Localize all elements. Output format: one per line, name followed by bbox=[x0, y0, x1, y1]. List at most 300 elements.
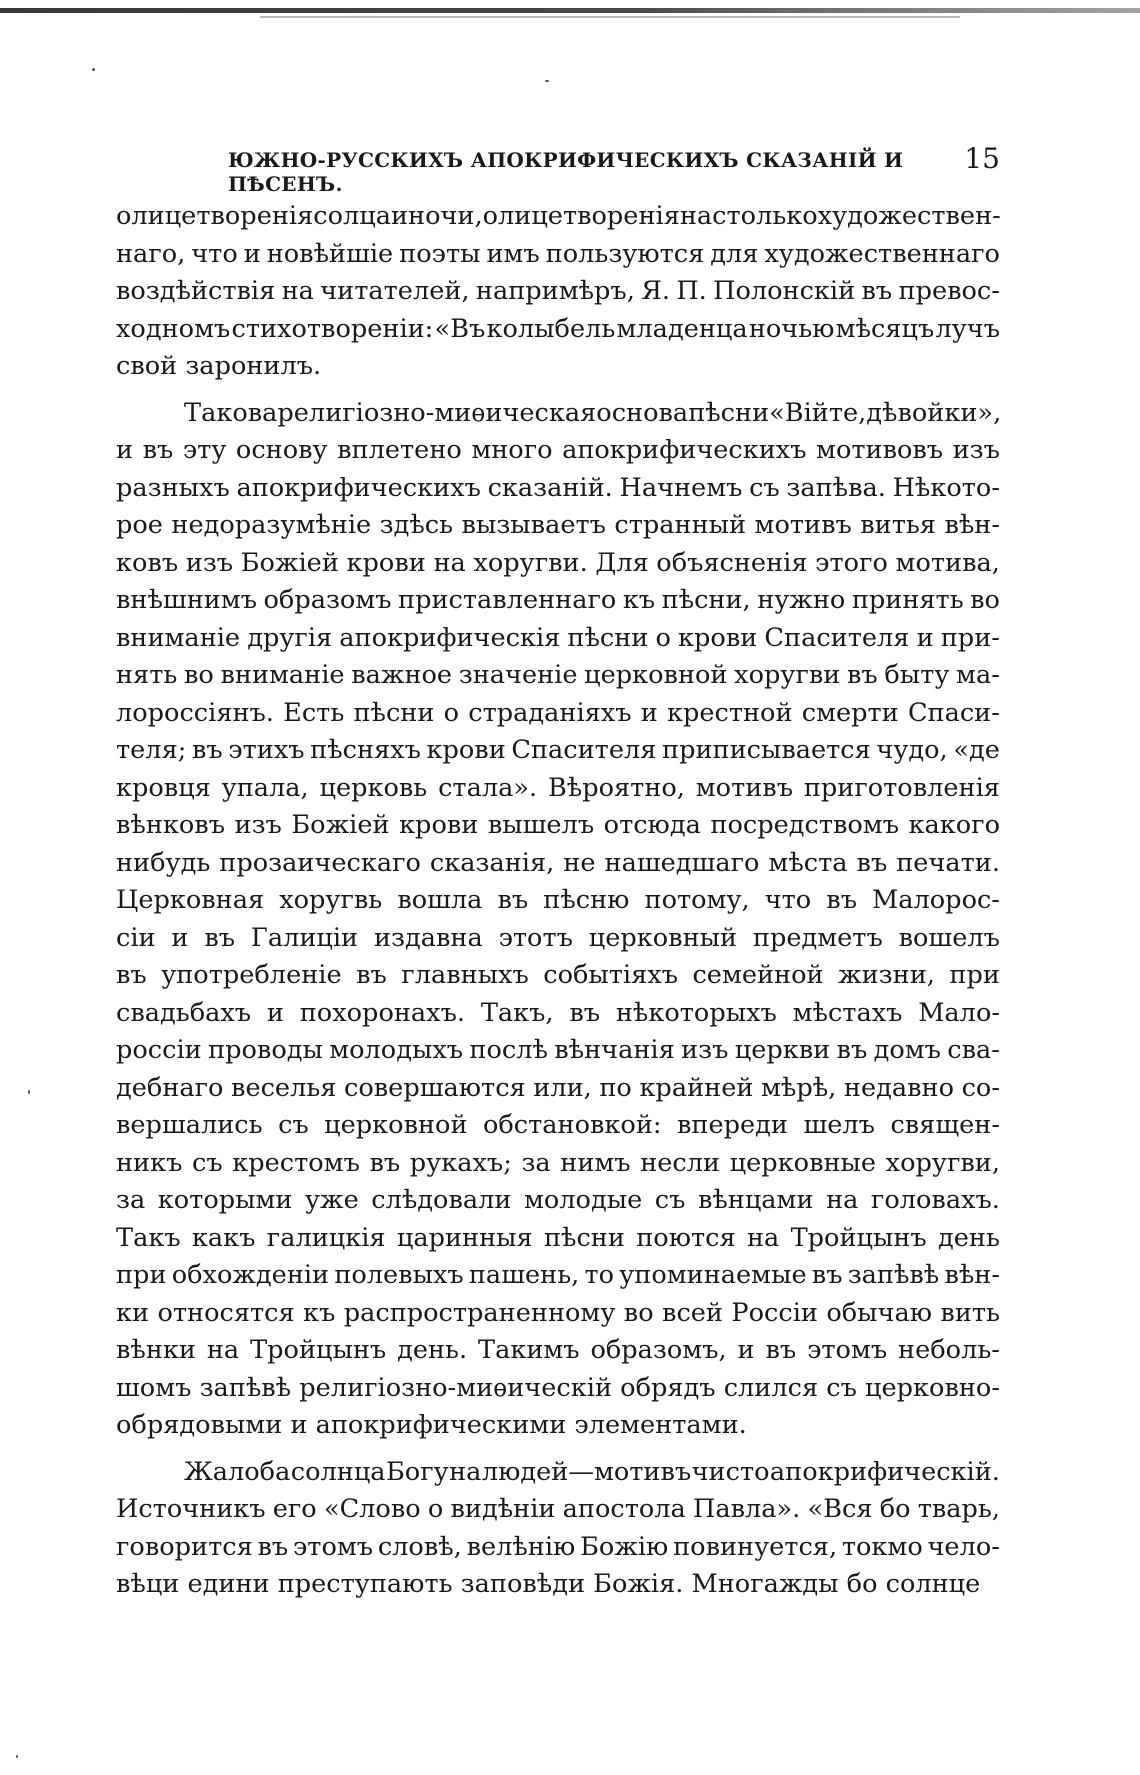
word: воздѣйствія bbox=[116, 276, 276, 306]
word: церкви bbox=[734, 1035, 831, 1065]
word: крайней bbox=[639, 1072, 754, 1103]
word: приписывается bbox=[662, 735, 871, 765]
word: къ bbox=[622, 585, 656, 615]
text-line bbox=[116, 620, 1000, 658]
word: стихотвореніи: bbox=[231, 313, 434, 344]
word: Такимъ bbox=[478, 1335, 580, 1365]
word: художественнаго bbox=[764, 238, 1000, 269]
word: упала, bbox=[221, 772, 309, 803]
word: Нѣкото- bbox=[892, 472, 1000, 503]
text-line bbox=[116, 545, 1000, 583]
word: съ bbox=[192, 1147, 223, 1178]
word: недавно bbox=[843, 1072, 954, 1103]
word: Такъ bbox=[116, 1222, 181, 1253]
word: какого bbox=[908, 810, 1000, 840]
word: сказаній. bbox=[487, 472, 613, 503]
word: запѣвѣ bbox=[847, 1260, 940, 1290]
word: художествен- bbox=[817, 201, 1001, 231]
word: за bbox=[521, 1147, 551, 1178]
word: мотива, bbox=[895, 547, 1000, 578]
word: Спасителя bbox=[764, 622, 910, 653]
word: въ bbox=[836, 1035, 868, 1065]
word: значеніе bbox=[458, 660, 578, 690]
word: россіи bbox=[116, 1035, 202, 1065]
word: въ bbox=[116, 960, 147, 990]
word: день. bbox=[397, 1335, 468, 1365]
word: П. bbox=[676, 276, 707, 306]
word: съ bbox=[749, 472, 780, 503]
word: относятся bbox=[157, 1297, 295, 1328]
word: домъ bbox=[873, 1035, 941, 1065]
word: эту bbox=[182, 435, 227, 465]
word: вѣн- bbox=[944, 510, 1000, 540]
word: за bbox=[116, 1185, 146, 1215]
word: странный bbox=[614, 510, 747, 540]
word: при bbox=[949, 960, 1000, 990]
text-line bbox=[116, 273, 1000, 311]
word: мотивъ bbox=[754, 510, 852, 540]
word: совершаются bbox=[344, 1072, 526, 1103]
word: приготовленія bbox=[803, 772, 1000, 803]
word: послѣ bbox=[469, 1035, 548, 1065]
text-line bbox=[116, 807, 1000, 845]
word: церковно- bbox=[865, 1372, 1000, 1403]
word: слѣдовали bbox=[371, 1185, 512, 1215]
word: въ bbox=[257, 1531, 289, 1562]
word: Тройцынъ bbox=[790, 1222, 927, 1253]
word: неболь- bbox=[898, 1335, 1000, 1365]
word: несли bbox=[640, 1147, 721, 1178]
word: этотъ bbox=[498, 922, 573, 953]
word: чисто bbox=[691, 1456, 770, 1487]
word: въ bbox=[856, 847, 888, 878]
word: на bbox=[281, 276, 314, 306]
word: въ bbox=[204, 922, 236, 953]
word: пѣсняхъ bbox=[310, 735, 421, 765]
word: апокрифическихъ bbox=[236, 472, 481, 503]
text-line: вѣци едини преступають заповѣди Божія. Многажды бо солнце bbox=[116, 1569, 981, 1599]
word: въ bbox=[142, 435, 174, 465]
word: разныхъ bbox=[116, 472, 230, 503]
word: Такова bbox=[184, 397, 278, 428]
word: этомъ bbox=[292, 1531, 374, 1562]
word: крестомъ bbox=[232, 1147, 360, 1178]
word: которыми bbox=[157, 1185, 293, 1215]
word: уже bbox=[304, 1185, 359, 1215]
word: изъ bbox=[185, 547, 234, 578]
word: напримѣръ, bbox=[475, 276, 635, 306]
word: недоразумѣніе bbox=[171, 510, 372, 540]
word: для bbox=[710, 238, 759, 269]
word: пѣсни bbox=[688, 397, 770, 428]
word: Я. bbox=[641, 276, 670, 306]
word: что bbox=[764, 885, 812, 915]
word: крови bbox=[426, 735, 506, 765]
word: о bbox=[655, 622, 671, 653]
word: поэты bbox=[399, 238, 481, 269]
text-line bbox=[116, 395, 1000, 433]
word: печати. bbox=[896, 847, 1000, 878]
word: пѣсни, bbox=[661, 585, 751, 615]
word: пѣсни bbox=[543, 1222, 625, 1253]
word: и bbox=[916, 622, 934, 653]
word: Есть bbox=[283, 697, 345, 728]
word: или, bbox=[533, 1072, 592, 1103]
text-line bbox=[116, 1257, 1000, 1295]
word: обычаю bbox=[826, 1297, 932, 1328]
word: запѣвѣ bbox=[199, 1372, 292, 1403]
word: важное bbox=[351, 660, 453, 690]
word: въ bbox=[765, 1335, 797, 1365]
word: лороссіянъ. bbox=[116, 697, 274, 728]
word: въ bbox=[861, 276, 893, 306]
word: стала». bbox=[438, 772, 538, 803]
word: колыбель bbox=[486, 313, 616, 344]
word: токмо bbox=[841, 1531, 923, 1562]
word: обхожденіи bbox=[171, 1260, 330, 1290]
word: жизни, bbox=[838, 960, 935, 990]
word: по bbox=[599, 1072, 632, 1103]
word: свадьбахъ bbox=[116, 997, 252, 1028]
word: впереди bbox=[677, 1110, 788, 1140]
word: шомъ bbox=[116, 1372, 192, 1403]
text-line bbox=[116, 311, 1000, 349]
word: вышелъ bbox=[487, 810, 595, 840]
word: внѣшнимъ bbox=[116, 585, 258, 615]
word: олицетворенія bbox=[116, 201, 314, 231]
word: рое bbox=[116, 510, 163, 540]
word: галицкія bbox=[266, 1222, 386, 1253]
word: хоругвь bbox=[279, 885, 383, 915]
word: поются bbox=[636, 1222, 736, 1253]
word: «Війте, bbox=[769, 397, 867, 428]
word: Источникъ bbox=[116, 1494, 266, 1524]
word: новѣйшіе bbox=[266, 238, 394, 269]
word: людей—мотивъ bbox=[481, 1456, 692, 1487]
word: читателей, bbox=[320, 276, 470, 306]
text-line bbox=[116, 957, 1000, 995]
word: употребленіе bbox=[161, 960, 342, 990]
word: вниманіе bbox=[116, 622, 241, 653]
word: «Вся bbox=[807, 1494, 873, 1524]
word: Мало- bbox=[918, 997, 1000, 1028]
word: Жалоба bbox=[184, 1456, 291, 1487]
word: велѣнію bbox=[466, 1531, 576, 1562]
word: въ bbox=[826, 885, 857, 915]
text-line bbox=[116, 1295, 1000, 1333]
word: ковъ bbox=[116, 547, 179, 578]
word: Россіи bbox=[731, 1297, 818, 1328]
word: предметъ bbox=[752, 922, 883, 953]
text-line: свой заронилъ. bbox=[116, 351, 322, 381]
word: «Слово bbox=[323, 1494, 421, 1524]
word: событіяхъ bbox=[543, 960, 678, 990]
word: въ bbox=[356, 960, 387, 990]
word: образомъ, bbox=[590, 1335, 727, 1365]
word: и bbox=[243, 238, 261, 269]
word: тварь, bbox=[917, 1494, 1000, 1524]
word: вить bbox=[940, 1297, 1000, 1328]
word: посредствомъ bbox=[710, 810, 899, 840]
word: въ bbox=[191, 735, 223, 765]
text-line bbox=[116, 1182, 1000, 1220]
word: нужно bbox=[757, 585, 846, 615]
word: младенца bbox=[616, 313, 748, 344]
word: священ- bbox=[890, 1110, 1000, 1140]
word: апокрифическій. bbox=[769, 1456, 1000, 1487]
word: его bbox=[272, 1494, 317, 1524]
word: объясненія bbox=[656, 547, 808, 578]
word: въ bbox=[369, 1147, 401, 1178]
word: Божію bbox=[580, 1531, 669, 1562]
word: Павла». bbox=[693, 1494, 801, 1524]
word: что bbox=[191, 238, 238, 269]
word: головахъ. bbox=[870, 1185, 1000, 1215]
word: на bbox=[746, 1222, 780, 1253]
word: образомъ bbox=[263, 585, 392, 615]
word: крови bbox=[678, 622, 758, 653]
word: Галиціи bbox=[250, 922, 359, 953]
word: нашедшаго bbox=[604, 847, 760, 878]
word: ходномъ bbox=[116, 313, 231, 344]
word: «де bbox=[953, 735, 1000, 765]
word: имъ bbox=[486, 238, 540, 269]
word: въ bbox=[497, 885, 529, 915]
word: Спасителя bbox=[511, 735, 657, 765]
word: принять bbox=[851, 585, 964, 615]
word: бо bbox=[879, 1494, 911, 1524]
word: не bbox=[563, 847, 596, 878]
word: къ bbox=[303, 1297, 336, 1328]
word: обстановкой: bbox=[482, 1110, 662, 1140]
text-line bbox=[116, 582, 1000, 620]
word: во bbox=[183, 660, 214, 690]
word: и bbox=[266, 997, 284, 1028]
text-line bbox=[116, 657, 1000, 695]
word: солца bbox=[313, 201, 391, 231]
word: на bbox=[449, 1456, 482, 1487]
scan-speck bbox=[545, 80, 549, 82]
word: Спаси- bbox=[907, 697, 1000, 728]
body-text bbox=[116, 198, 1000, 1604]
word: крови bbox=[399, 810, 479, 840]
word: пользуются bbox=[545, 238, 705, 269]
word: вѣнчанія bbox=[554, 1035, 675, 1065]
word: со- bbox=[961, 1072, 1000, 1103]
paragraph-gap bbox=[116, 386, 1000, 395]
word: съ bbox=[654, 1185, 686, 1215]
word: Такъ, bbox=[480, 997, 554, 1028]
text-line: обрядовыми и апокрифическими элементами. bbox=[116, 1410, 747, 1440]
text-line bbox=[116, 1529, 1000, 1567]
word: отсюда bbox=[603, 810, 701, 840]
word: сва- bbox=[947, 1035, 1000, 1065]
word: апокрифическихъ bbox=[562, 435, 807, 465]
top-scan-rule bbox=[0, 8, 1140, 13]
text-line bbox=[116, 507, 1000, 545]
text-line bbox=[116, 732, 1000, 770]
word: похоронахъ. bbox=[299, 997, 466, 1028]
word: на bbox=[206, 1335, 240, 1365]
word: этомъ bbox=[807, 1335, 888, 1365]
word: пѣсню bbox=[543, 885, 630, 915]
word: и bbox=[116, 435, 134, 465]
word: главныхъ bbox=[401, 960, 529, 990]
word: вниманіе bbox=[220, 660, 345, 690]
word: и bbox=[390, 201, 409, 231]
word: царинныя bbox=[396, 1222, 533, 1253]
paragraph-gap bbox=[116, 1445, 1000, 1454]
word: этихъ bbox=[228, 735, 305, 765]
word: при- bbox=[940, 622, 1000, 653]
word: изъ bbox=[681, 1035, 729, 1065]
word: чудо, bbox=[876, 735, 948, 765]
word: сіи bbox=[116, 922, 156, 953]
text-line bbox=[116, 1454, 1000, 1492]
word: лучъ bbox=[935, 313, 1000, 344]
text-line bbox=[116, 1370, 1000, 1408]
word: церковной bbox=[324, 1110, 468, 1140]
text-line bbox=[116, 1032, 1000, 1070]
word: съ bbox=[826, 1372, 857, 1403]
word: пашень, bbox=[468, 1260, 580, 1290]
word: ки bbox=[116, 1297, 150, 1328]
word: вошла bbox=[397, 885, 483, 915]
scan-speck bbox=[16, 1755, 18, 1758]
word: другія bbox=[247, 622, 333, 653]
word: прозаическаго bbox=[219, 847, 421, 878]
word: витья bbox=[860, 510, 936, 540]
word: проводы bbox=[208, 1035, 323, 1065]
word: апостола bbox=[562, 1494, 686, 1524]
page-header bbox=[118, 142, 1008, 196]
word: какъ bbox=[191, 1222, 256, 1253]
word: мѣсяцъ bbox=[835, 313, 935, 344]
word: и bbox=[640, 697, 658, 728]
paragraph bbox=[116, 198, 1000, 386]
running-head: ЮЖНО-РУССКИХЪ АПОКРИФИЧЕСКИХЪ СКАЗАНІЙ И ПѢСЕНЪ. bbox=[228, 148, 904, 196]
word: дебнаго bbox=[116, 1072, 224, 1103]
word: ночи, bbox=[408, 201, 483, 231]
word: рукахъ; bbox=[409, 1147, 512, 1178]
word: кровця bbox=[116, 772, 211, 803]
word: вплетено bbox=[337, 435, 462, 465]
word: вѣн- bbox=[944, 1260, 1000, 1290]
word: нимъ bbox=[560, 1147, 631, 1178]
word: въ bbox=[847, 660, 878, 690]
word: и bbox=[171, 922, 189, 953]
word: мотивъ bbox=[695, 772, 793, 803]
word: при bbox=[116, 1260, 167, 1290]
word: во bbox=[623, 1297, 654, 1328]
word: Богу bbox=[385, 1456, 449, 1487]
word: нять bbox=[116, 660, 178, 690]
word: на bbox=[433, 547, 466, 578]
text-line bbox=[116, 1491, 1000, 1529]
word: упоминаемые bbox=[619, 1260, 807, 1290]
word: хоругви, bbox=[885, 1147, 1000, 1178]
text-line bbox=[116, 432, 1000, 470]
word: Полонскій bbox=[713, 276, 856, 306]
word: говорится bbox=[116, 1531, 253, 1562]
word: ночью bbox=[748, 313, 835, 344]
word: мѣста bbox=[768, 847, 848, 878]
word: основу bbox=[235, 435, 328, 465]
text-line bbox=[116, 920, 1000, 958]
text-line bbox=[116, 995, 1000, 1033]
paragraph bbox=[116, 395, 1000, 1445]
word: о bbox=[427, 1494, 444, 1524]
word: вошелъ bbox=[898, 922, 1000, 953]
word: полевыхъ bbox=[334, 1260, 464, 1290]
text-line bbox=[116, 695, 1000, 733]
word: Малорос- bbox=[872, 885, 1000, 915]
word: церковные bbox=[729, 1147, 877, 1178]
word: Тройцынъ bbox=[250, 1335, 387, 1365]
word: молодыхъ bbox=[329, 1035, 464, 1065]
word: мѣстахъ bbox=[792, 997, 903, 1028]
text-line bbox=[116, 1332, 1000, 1370]
word: солнца bbox=[290, 1456, 386, 1487]
word: семейной bbox=[692, 960, 824, 990]
word: хоругви bbox=[734, 660, 841, 690]
word: «Въ bbox=[434, 313, 486, 344]
word: религіозно-миѳическая bbox=[277, 397, 597, 428]
word: этого bbox=[815, 547, 888, 578]
word: чело- bbox=[927, 1531, 1000, 1562]
word: церковной bbox=[584, 660, 728, 690]
text-line bbox=[116, 1107, 1000, 1145]
word: крови bbox=[346, 547, 426, 578]
word: олицетворенія bbox=[482, 201, 680, 231]
word: церковный bbox=[588, 922, 738, 953]
word: съ bbox=[278, 1110, 309, 1140]
word: словѣ, bbox=[377, 1531, 462, 1562]
word: церковь bbox=[319, 772, 428, 803]
word: во bbox=[970, 585, 1000, 615]
word: апокрифическія bbox=[339, 622, 561, 653]
word: много bbox=[471, 435, 553, 465]
text-line bbox=[116, 470, 1000, 508]
word: Церковная bbox=[116, 885, 265, 915]
word: въ bbox=[811, 1260, 843, 1290]
text-line bbox=[116, 1145, 1000, 1183]
word: хоругви. bbox=[473, 547, 588, 578]
word: дѣвойки», bbox=[866, 397, 1002, 428]
text-line bbox=[116, 236, 1000, 274]
word: религіозно-миѳическій bbox=[299, 1372, 613, 1403]
word: веселья bbox=[231, 1072, 337, 1103]
word: повинуется, bbox=[673, 1531, 838, 1562]
word: здѣсь bbox=[379, 510, 454, 540]
word: сказанія, bbox=[429, 847, 555, 878]
word: приставленнаго bbox=[398, 585, 617, 615]
page-number: 15 bbox=[964, 142, 1000, 175]
text-line bbox=[116, 845, 1000, 883]
word: шелъ bbox=[803, 1110, 875, 1140]
word: настолько bbox=[679, 201, 818, 231]
word: ма- bbox=[956, 660, 1000, 690]
scan-speck bbox=[92, 68, 95, 71]
word: обрядъ bbox=[620, 1372, 716, 1403]
text-line bbox=[116, 1220, 1000, 1258]
word: всей bbox=[662, 1297, 723, 1328]
word: вѣнковъ bbox=[116, 810, 225, 840]
word: видѣніи bbox=[450, 1494, 556, 1524]
word: страданіяхъ bbox=[468, 697, 632, 728]
word: въ bbox=[569, 997, 601, 1028]
word: издавна bbox=[373, 922, 483, 953]
